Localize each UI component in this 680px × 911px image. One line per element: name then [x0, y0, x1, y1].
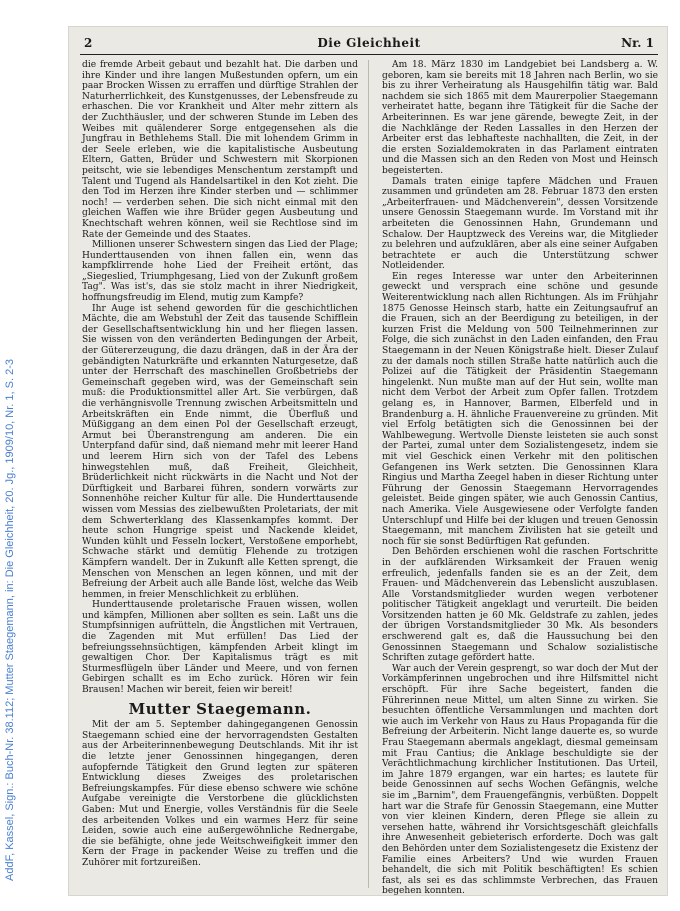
column-divider [368, 60, 369, 888]
paragraph: Ihr Auge ist sehend geworden für die geschichtlichen Mächte, die am Webstuhl der Zeit das tausende Schifflein der Gesellschaftsentwicklung hin und her fliegen lassen. Sie wissen von den veränderten Bedingungen der Arbeit, der Gütererzeugung, die dazu drängen, daß in der Ära der gebändigten Naturkräfte und erkannten Naturgesetze, daß unter der Herrschaft des maschinellen Großbetriebs der Gemeinschaft gegeben wird, was der Gemeinschaft sein muß: die Produktionsmittel aller Art. Sie verbürgen, daß die verhängnisvolle Trennung zwischen Arbeitsmitteln und Arbeitskräften ein Ende nimmt, die Überfluß und Müßiggang an dem einen Pol der Gesellschaft erzeugt, Armut bei Überanstrengung am anderen. Die ein Unterpfand dafür sind, daß niemand mehr mit leerer Hand und leerem Hirn sich von der Tafel des Lebens hinwegstehlen muß, daß Freiheit, Gleichheit, Brüderlichkeit nicht rückwärts in die Nacht und Not der Dürftigkeit und Barbarei führen, sondern vorwärts zur Sonnenhöhe reicher Kultur für alle. Die Hunderttausende wissen vom Messias des zielbewußten Proletariats, der mit dem Schwerterklang des Klassenkampfes kommt. Der heute schon Hungrige speist und Nackende kleidet, Wunden kühlt und Fesseln lockert, Verstoßene emporhebt, Schwache stärkt und demütig Flehende zu trotzigen Kämpfern wandelt. Der in Zukunft alle Ketten sprengt, die Menschen von Menschen an legen können, und mit der Befreiung der Arbeit auch alle Bande löst, welche das Weib hemmen, in freier Menschlichkeit zu erblühen. [82, 303, 358, 600]
paragraph: War auch der Verein gesprengt, so war doch der Mut der Vorkämpferinnen ungebrochen und ihre Hilfsmittel nicht erschöpft. Für ihre Sache begeistert, fanden die Führerinnen neue Mittel, um alten Sinne zu wirken. Sie besuchten öffentliche Versammlungen und machten dort wie auch im Verkehr von Haus zu Haus Propaganda für die Befreiung der Arbeiterin. Nicht lange dauerte es, so wurde Frau Staegemann abermals angeklagt, diesmal gemeinsam mit Frau Cantius; die Anklage beschuldigte sie der Verächtlichmachung kirchlicher Institutionen. Das Urteil, im Jahre 1879 ergangen, war ein hartes; es lautete für beide Genossinnen auf sechs Wochen Gefängnis, welche sie im „Barnim", dem Frauengefängnis, verbüßten. Doppelt hart war die Strafe für Genossin Staegemann, eine Mutter von vier kleinen Kindern, deren Pflege sie allein zu versehen hatte, während ihr Vorsichtsgeschäft gleichfalls ihre Anwesenheit gebieterisch erforderte. Doch was galt den Behörden unter dem Sozialistengesetz die Existenz der Familie eines Arbeiters? Und wie wurden Frauen behandelt, die sich mit Politik beschäftigten! Es schien fast, als sei es das schlimmste Verbrechen, das Frauen begehen konnten. [382, 663, 658, 897]
archive-citation [2, 330, 18, 910]
newspaper-page [68, 26, 668, 896]
paragraph: Damals traten einige tapfere Mädchen und Frauen zusammen und gründeten am 28. Februar 1873 den ersten „Arbeiterfrauen- und Mädchenverein", dessen Vorsitzende unsere Genossin Staegemann wurde. Im Vorstand mit ihr arbeiteten die Genossinnen Hahn, Grundemann und Schalow. Der Hauptzweck des Vereins war, die Mitglieder zu belehren und aufzuklären, aber als eine seiner Aufgaben betrachtete er auch die Unterstützung schwer Notleidender. [382, 176, 658, 272]
paragraph: Hunderttausende proletarische Frauen wissen, wollen und kämpfen, Millionen aber sollten es sein. Laßt uns die Stumpfsinnigen aufrütteln, die Ängstlichen mit Vertrauen, die Zagenden mit Mut erfüllen! Das Lied der befreiungssehnsüchtigen, kämpfenden Arbeit klingt im gewaltigen Chor. Der Kapitalismus trägt es mit Sturmesflügeln über Länder und Meere, und von fernen Gebirgen schallt es im Echo zurück. Hören wir fein Brausen! Machen wir bereit, feien wir bereit! [82, 600, 358, 696]
article-lead-paragraph: Mit der am 5. September dahingegangenen Genossin Staegemann schied eine der hervorragendsten Gestalten aus der Arbeiterinnenbewegung Deutschlands. Mit ihr ist die letzte jener Genossinnen hingegangen, deren aufopfernde Tätigkeit den Grund legten zur späteren Entwicklung dieses Zweiges des proletarischen Befreiungskampfes. Für diese ebenso schwere wie schöne Aufgabe vereinigte die Verstorbene die glücklichsten Gaben: Mut und Energie, volles Verständnis für die Seele des arbeitenden Volkes und ein warmes Herz für seine Leiden, sowie auch eine außergewöhnliche Rednergabe, die sie befähigte, ohne jede Weitschweifigkeit immer den Kern der Frage in packender Weise zu treffen und die Zuhörer mit fortzureißen. [82, 720, 358, 868]
paragraph: Millionen unserer Schwestern singen das Lied der Plage; Hunderttausenden von ihnen fallen ein, wenn das kampfklirrende hohe Lied der Freiheit ertönt, das „Siegeslied, Triumphgesang, Lied von der Zukunft großem Tag". Was ist's, das sie stolz macht in ihrer Niedrigkeit, hoffnungsfreudig im Elend, mutig zum Kampfe? [82, 240, 358, 304]
archive-citation-text: AddF, Kassel, Sign.: Buch-Nr. 38.112; Mutter Staegemann, in: Die Gleichheit, 20. Jg., 1909/10, Nr. 1, S. 2-3 [4, 359, 16, 881]
right-column [382, 60, 658, 897]
paragraph: Den Behörden erschienen wohl die raschen Fortschritte in der aufklärenden Wirksamkeit der Frauen wenig erfreulich, jedenfalls fanden sie es an der Zeit, dem Frauen- und Mädchenverein das Lebenslicht auszublasen. Alle Vorstandsmitglieder wurden wegen verbotener politischer Tätigkeit angeklagt und verurteilt. Die beiden Vorsitzenden hatten je 60 Mk. Geldstrafe zu zahlen, jedes der übrigen Vorstandsmitglieder 30 Mk. Als besonders erschwerend galt es, daß die Haussuchung bei den Genossinnen Staegemann und Schalow sozialistische Schriften zutage gefördert hatte. [382, 547, 658, 664]
page-header [80, 34, 658, 55]
paragraph: Am 18. März 1830 im Landgebiet bei Landsberg a. W. geboren, kam sie bereits mit 18 Jahren nach Berlin, wo sie bis zu ihrer Verheiratung als Hausgehilfin tätig war. Bald nachdem sie sich 1865 mit dem Maurerpolier Staegemann verheiratet hatte, begann ihre Tätigkeit für die Sache der Arbeiterinnen. Es war jene gärende, bewegte Zeit, in der die Nachklänge der Reden Lassalles in den Herzen der Arbeiter erst das lebhafteste nachhallten, die Zeit, in der die ersten Sozialdemokraten in das Parlament eintraten und die Massen sich an den Reden von Most und Heinsch begeisterten. [382, 60, 658, 176]
article-title: Mutter Staegemann. [128, 699, 312, 718]
left-column [82, 60, 358, 890]
paragraph: Ein reges Interesse war unter den Arbeiterinnen geweckt und versprach eine schöne und gesunde Weiterentwicklung nach allen Richtungen. Als im Frühjahr 1875 Genosse Heinsch starb, hatte ein Zeitungsaufruf an die Frauen, sich an der Beerdigung zu beteiligen, in der kurzen Frist die Meldung von 500 Teilnehmerinnen zur Folge, die sich zunächst in den Laden einfanden, den Frau Staegemann in der Neuen Königstraße hielt. Dieser Zulauf zu der damals noch stillen Straße hatte natürlich auch die Polizei auf die Tätigkeit der Präsidentin Staegemann hingelenkt. Nun mußte man auf der Hut sein, wollte man nicht dem Verbot der Arbeit zum Opfer fallen. Trotzdem gelang es, in Hannover, Barmen, Elberfeld und in Brandenburg a. H. ähnliche Frauenvereine zu gründen. Mit viel Erfolg betätigten sich die Genossinnen bei der Wahlbewegung. Wertvolle Dienste leisteten sie auch sonst der Partei, zumal unter dem Sozialistengesetz, indem sie mit viel Geschick einen Verkehr mit den politischen Gefangenen ins Werk setzten. Die Genossinnen Klara Ringius und Martha Zeegel haben in dieser Richtung unter Führung der Genossin Staegemann Hervorragendes geleistet. Beide gingen später, wie auch Genossin Cantius, nach Amerika. Viele Ausgewiesene oder Verfolgte fanden Unterschlupf und Hilfe bei der klugen und treuen Genossin Staegemann, mit manchem Zivilisten hat sie geteilt und noch für sie sonst Bedürftigen Rat gefunden. [382, 271, 658, 547]
page-number: 2 [84, 36, 93, 50]
paragraph: die fremde Arbeit gebaut und bezahlt hat. Die darben und ihre Kinder und ihre langen Mußestunden opfern, um ein paar Brocken Wissen zu erraffen und dürftige Strahlen der Naturherrlichkeit, des Kunstgenusses, der Lebensfreude zu erhaschen. Die vor Krankheit und Alter mehr zittern als der Zuchthäusler, und der schweren Stunde im Leben des Weibes mit quälenderer Sorge entgegensehen als die Jungfrau in Bethlehems Stall. Die mit lohendem Grimm in der Seele erleben, wie die kapitalistische Ausbeutung Eltern, Gatten, Brüder und Schwestern mit Skorpionen peitscht, wie sie lebendiges Menschentum zerstampft und Talent und Tugend als Handelsartikel in den Kot zieht. Die den Tod im Herzen ihre Kinder sterben und — schlimmer noch! — verderben sehen. Die sich nicht einmal mit den gleichen Waffen wie ihre Brüder gegen Ausbeutung und Knechtschaft wehren können, weil sie Rechtlose sind im Rate der Gemeinde und des Staates. [82, 60, 358, 240]
issue-number: Nr. 1 [621, 36, 654, 50]
newspaper-title: Die Gleichheit [317, 36, 421, 50]
